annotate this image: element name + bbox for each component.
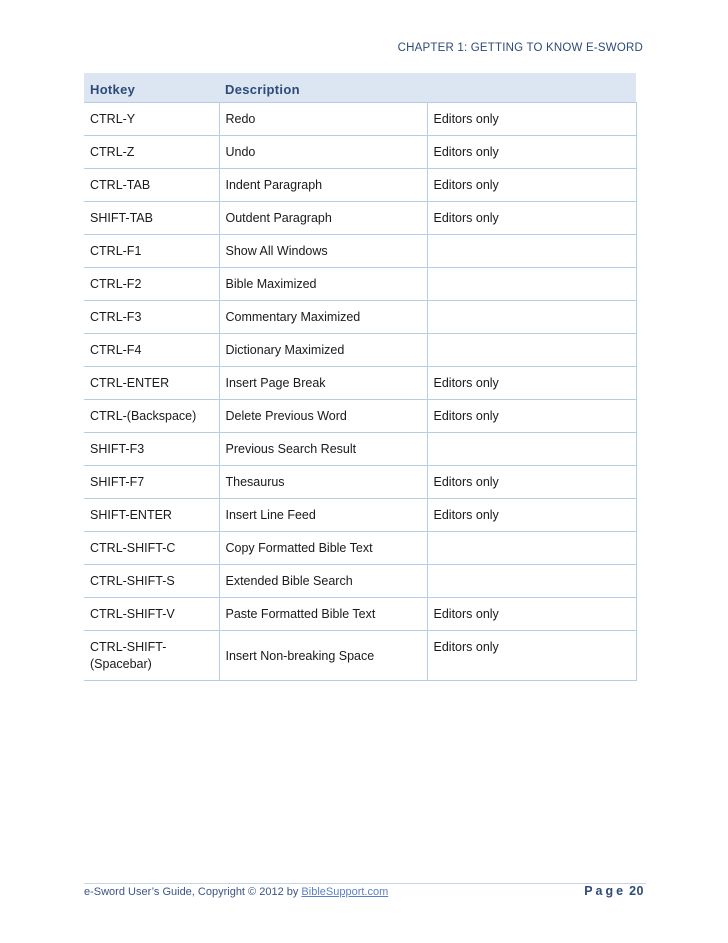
copyright-text: e-Sword User’s Guide, Copyright © 2012 by xyxy=(84,886,302,898)
description-cell: Extended Bible Search xyxy=(219,564,427,597)
note-cell: Editors only xyxy=(427,201,636,234)
hotkey-table xyxy=(84,73,637,681)
note-cell xyxy=(427,432,636,465)
table-row xyxy=(84,432,636,465)
table-row xyxy=(84,168,636,201)
page-number-value: 20 xyxy=(629,884,644,898)
hotkey-cell: SHIFT-ENTER xyxy=(84,498,219,531)
description-cell: Insert Non-breaking Space xyxy=(219,630,427,680)
description-cell: Paste Formatted Bible Text xyxy=(219,597,427,630)
description-cell: Bible Maximized xyxy=(219,267,427,300)
hotkey-cell: CTRL-F4 xyxy=(84,333,219,366)
description-cell: Outdent Paragraph xyxy=(219,201,427,234)
note-cell: Editors only xyxy=(427,498,636,531)
table-row xyxy=(84,465,636,498)
description-cell: Commentary Maximized xyxy=(219,300,427,333)
table-row xyxy=(84,300,636,333)
hotkey-cell: SHIFT-TAB xyxy=(84,201,219,234)
table-row xyxy=(84,498,636,531)
note-cell: Editors only xyxy=(427,630,636,680)
table-row xyxy=(84,399,636,432)
note-cell: Editors only xyxy=(427,168,636,201)
description-cell: Indent Paragraph xyxy=(219,168,427,201)
hotkey-cell: CTRL-ENTER xyxy=(84,366,219,399)
hotkey-cell: CTRL-Z xyxy=(84,135,219,168)
description-cell: Undo xyxy=(219,135,427,168)
column-header-hotkey: Hotkey xyxy=(84,73,219,102)
description-cell: Show All Windows xyxy=(219,234,427,267)
hotkey-cell: CTRL-F1 xyxy=(84,234,219,267)
table-header-row xyxy=(84,73,636,102)
hotkey-cell: CTRL-(Backspace) xyxy=(84,399,219,432)
hotkey-cell: CTRL-Y xyxy=(84,102,219,135)
note-cell: Editors only xyxy=(427,366,636,399)
page-number xyxy=(584,884,644,898)
description-cell: Previous Search Result xyxy=(219,432,427,465)
hotkey-cell: CTRL-F3 xyxy=(84,300,219,333)
description-cell: Delete Previous Word xyxy=(219,399,427,432)
note-cell: Editors only xyxy=(427,597,636,630)
hotkey-cell: CTRL-SHIFT-V xyxy=(84,597,219,630)
biblesupport-link[interactable]: BibleSupport.com xyxy=(301,886,389,898)
hotkey-line-2: (Spacebar) xyxy=(90,656,152,671)
note-cell xyxy=(427,333,636,366)
table-row xyxy=(84,597,636,630)
table-row xyxy=(84,234,636,267)
description-cell: Dictionary Maximized xyxy=(219,333,427,366)
table-row xyxy=(84,630,636,680)
table-row xyxy=(84,102,636,135)
table-row xyxy=(84,333,636,366)
hotkey-cell: CTRL-F2 xyxy=(84,267,219,300)
hotkey-cell: CTRL-SHIFT-C xyxy=(84,531,219,564)
chapter-header: CHAPTER 1: GETTING TO KNOW E-SWORD xyxy=(397,42,643,54)
table-row xyxy=(84,201,636,234)
page-label: Page xyxy=(584,884,627,898)
hotkey-cell xyxy=(84,630,219,680)
note-cell xyxy=(427,531,636,564)
note-cell: Editors only xyxy=(427,102,636,135)
note-cell: Editors only xyxy=(427,135,636,168)
column-header-description: Description xyxy=(219,73,427,102)
description-cell: Thesaurus xyxy=(219,465,427,498)
table-row xyxy=(84,366,636,399)
note-cell xyxy=(427,564,636,597)
footer-copyright xyxy=(84,886,388,898)
column-header-notes xyxy=(427,73,636,102)
hotkey-cell: SHIFT-F7 xyxy=(84,465,219,498)
table-row xyxy=(84,135,636,168)
table-row xyxy=(84,531,636,564)
note-cell xyxy=(427,234,636,267)
note-cell xyxy=(427,300,636,333)
note-cell xyxy=(427,267,636,300)
table-row xyxy=(84,267,636,300)
footer-divider xyxy=(84,883,646,884)
hotkey-line-1: CTRL-SHIFT- xyxy=(90,639,167,654)
description-cell: Redo xyxy=(219,102,427,135)
hotkey-cell: CTRL-TAB xyxy=(84,168,219,201)
hotkey-cell: CTRL-SHIFT-S xyxy=(84,564,219,597)
table-row xyxy=(84,564,636,597)
description-cell: Insert Line Feed xyxy=(219,498,427,531)
note-cell: Editors only xyxy=(427,465,636,498)
hotkey-cell: SHIFT-F3 xyxy=(84,432,219,465)
note-cell: Editors only xyxy=(427,399,636,432)
description-cell: Insert Page Break xyxy=(219,366,427,399)
description-cell: Copy Formatted Bible Text xyxy=(219,531,427,564)
